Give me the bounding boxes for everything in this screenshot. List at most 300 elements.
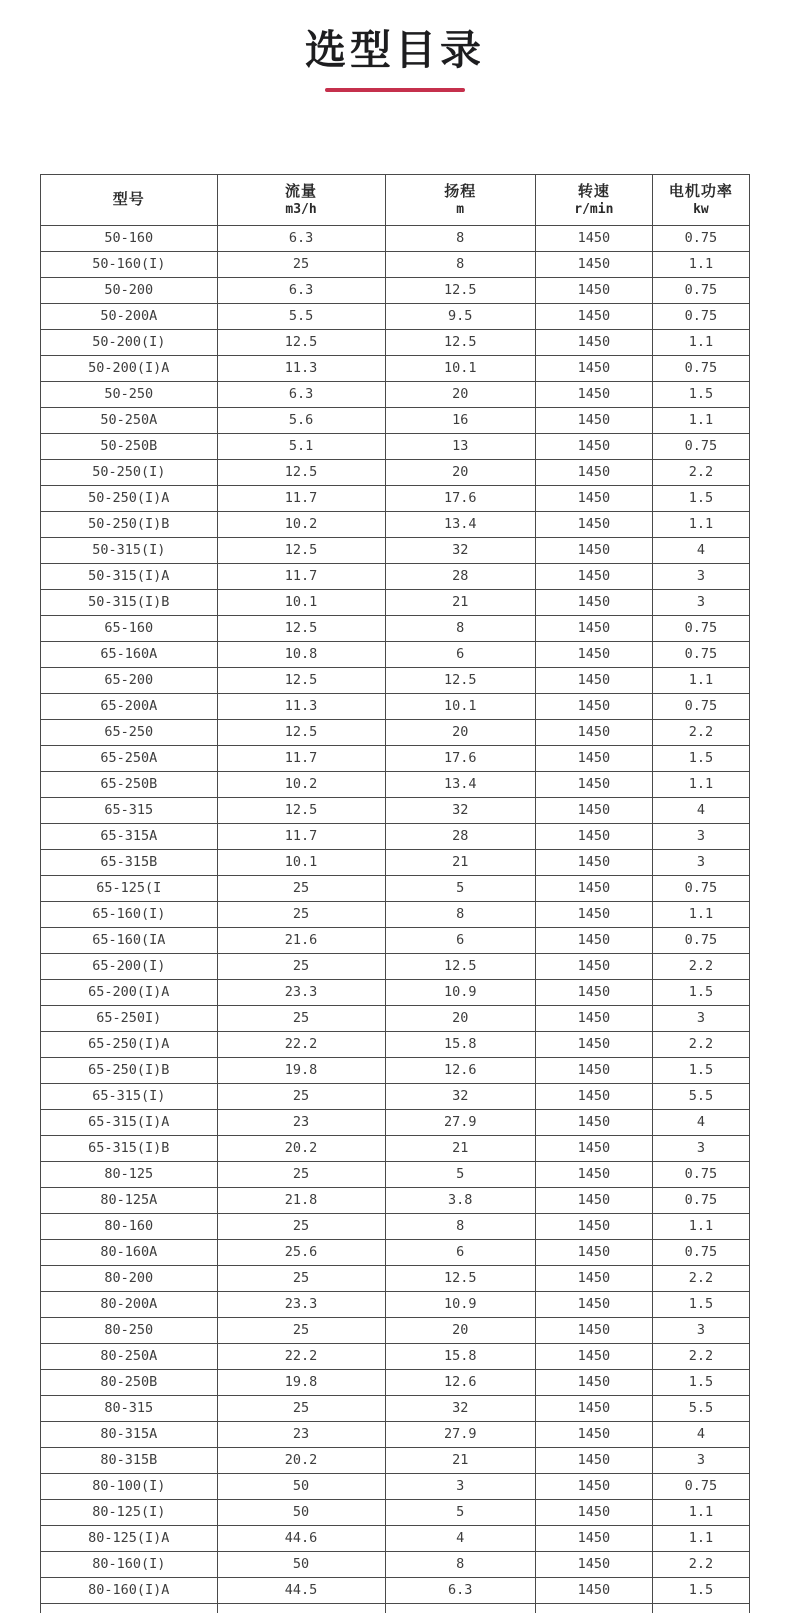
cell-head: 8	[385, 1551, 535, 1577]
cell-head: 8	[385, 1213, 535, 1239]
cell-head: 32	[385, 537, 535, 563]
cell-model: 80-160	[41, 1213, 218, 1239]
cell-flow: 25	[217, 1395, 385, 1421]
cell-speed: 1450	[535, 1525, 652, 1551]
cell-power: 0.75	[652, 1473, 749, 1499]
column-header-flow	[217, 174, 385, 225]
selection-table	[40, 174, 750, 1613]
cell-head: 5	[385, 1161, 535, 1187]
cell-head: 32	[385, 797, 535, 823]
cell-head: 32	[385, 1083, 535, 1109]
cell-power: 5.5	[652, 1395, 749, 1421]
table-row	[41, 329, 750, 355]
column-label-flow: 流量	[285, 182, 318, 200]
cell-flow: 6.3	[217, 225, 385, 251]
cell-flow: 22.2	[217, 1031, 385, 1057]
cell-speed: 1450	[535, 927, 652, 953]
table-row	[41, 1525, 750, 1551]
cell-speed: 1450	[535, 225, 652, 251]
cell-speed: 1450	[535, 1005, 652, 1031]
cell-model: 50-250(I)	[41, 459, 218, 485]
cell-power: 3	[652, 1135, 749, 1161]
table-row	[41, 823, 750, 849]
cell-speed: 1450	[535, 1135, 652, 1161]
cell-model: 65-315(I)	[41, 1083, 218, 1109]
column-unit-flow: m3/h	[285, 202, 317, 218]
table-row	[41, 1499, 750, 1525]
cell-flow: 5.6	[217, 407, 385, 433]
cell-head: 12.5	[385, 667, 535, 693]
cell-flow: 11.7	[217, 745, 385, 771]
cell-power: 1.1	[652, 667, 749, 693]
cell-power: 0.75	[652, 277, 749, 303]
cell-head: 6	[385, 927, 535, 953]
cell-speed: 1450	[535, 589, 652, 615]
cell-flow: 21.6	[217, 927, 385, 953]
cell-speed: 1450	[535, 875, 652, 901]
cell-head: 6	[385, 1239, 535, 1265]
cell-head: 17.6	[385, 485, 535, 511]
cell-model: 50-160	[41, 225, 218, 251]
cell-power: 1.1	[652, 329, 749, 355]
cell-head: 21	[385, 849, 535, 875]
table-row	[41, 693, 750, 719]
cell-flow: 11.7	[217, 823, 385, 849]
table-row	[41, 589, 750, 615]
cell-head: 13.4	[385, 511, 535, 537]
table-row	[41, 1577, 750, 1603]
cell-power: 3	[652, 823, 749, 849]
table-row	[41, 1213, 750, 1239]
cell-model: 65-315(I)A	[41, 1109, 218, 1135]
cell-power: 0.75	[652, 875, 749, 901]
page-title: 选型目录	[305, 27, 485, 73]
cell-power: 2.2	[652, 1343, 749, 1369]
table-row	[41, 563, 750, 589]
cell-power: 1.5	[652, 485, 749, 511]
cell-flow: 50	[217, 1499, 385, 1525]
cell-model: 80-200	[41, 1265, 218, 1291]
table-row	[41, 537, 750, 563]
cell-flow: 44.5	[217, 1577, 385, 1603]
table-row	[41, 927, 750, 953]
cell-speed: 1450	[535, 1395, 652, 1421]
table-row	[41, 979, 750, 1005]
cell-empty	[217, 1603, 385, 1613]
cell-speed: 1450	[535, 459, 652, 485]
cell-head: 27.9	[385, 1421, 535, 1447]
table-row	[41, 1291, 750, 1317]
cell-model: 50-200A	[41, 303, 218, 329]
cell-power: 3	[652, 589, 749, 615]
cell-model: 50-315(I)A	[41, 563, 218, 589]
table-row	[41, 1473, 750, 1499]
cell-flow: 12.5	[217, 667, 385, 693]
cell-model: 80-125	[41, 1161, 218, 1187]
cell-head: 20	[385, 381, 535, 407]
cell-power: 0.75	[652, 433, 749, 459]
cell-speed: 1450	[535, 433, 652, 459]
cell-speed: 1450	[535, 1239, 652, 1265]
cell-flow: 10.2	[217, 511, 385, 537]
cell-model: 65-200(I)A	[41, 979, 218, 1005]
cell-head: 32	[385, 1395, 535, 1421]
cell-speed: 1450	[535, 277, 652, 303]
table-row	[41, 849, 750, 875]
table-row	[41, 381, 750, 407]
cell-power: 1.1	[652, 407, 749, 433]
cell-model: 65-160(I)	[41, 901, 218, 927]
cell-model: 80-125(I)A	[41, 1525, 218, 1551]
cell-speed: 1450	[535, 1057, 652, 1083]
cell-head: 28	[385, 563, 535, 589]
cell-speed: 1450	[535, 1187, 652, 1213]
cell-flow: 22.2	[217, 1343, 385, 1369]
cell-power: 1.1	[652, 771, 749, 797]
cell-model: 80-160(I)	[41, 1551, 218, 1577]
cell-head: 13	[385, 433, 535, 459]
cell-flow: 25	[217, 251, 385, 277]
cell-head: 21	[385, 1135, 535, 1161]
table-row	[41, 1057, 750, 1083]
cell-head: 12.5	[385, 329, 535, 355]
cell-flow: 5.1	[217, 433, 385, 459]
cell-flow: 50	[217, 1551, 385, 1577]
cell-speed: 1450	[535, 381, 652, 407]
cell-speed: 1450	[535, 1369, 652, 1395]
cell-empty	[41, 1603, 218, 1613]
cell-model: 65-160	[41, 615, 218, 641]
cell-power: 0.75	[652, 355, 749, 381]
table-row	[41, 1083, 750, 1109]
cell-head: 8	[385, 615, 535, 641]
cell-head: 20	[385, 1005, 535, 1031]
table-row	[41, 1239, 750, 1265]
cell-flow: 25	[217, 901, 385, 927]
cell-head: 15.8	[385, 1031, 535, 1057]
cell-speed: 1450	[535, 1317, 652, 1343]
cell-speed: 1450	[535, 1421, 652, 1447]
cell-model: 65-250(I)B	[41, 1057, 218, 1083]
cell-head: 8	[385, 225, 535, 251]
cell-head: 12.5	[385, 953, 535, 979]
cell-model: 65-315B	[41, 849, 218, 875]
cell-head: 12.5	[385, 277, 535, 303]
cell-power: 1.5	[652, 1369, 749, 1395]
cell-power: 2.2	[652, 719, 749, 745]
table-row	[41, 1135, 750, 1161]
cell-power: 0.75	[652, 1187, 749, 1213]
cell-model: 50-160(I)	[41, 251, 218, 277]
cell-head: 21	[385, 1447, 535, 1473]
cell-speed: 1450	[535, 511, 652, 537]
cell-speed: 1450	[535, 667, 652, 693]
cell-model: 50-315(I)	[41, 537, 218, 563]
table-row	[41, 277, 750, 303]
table-row	[41, 1005, 750, 1031]
cell-flow: 12.5	[217, 719, 385, 745]
cell-model: 65-250I)	[41, 1005, 218, 1031]
cell-flow: 25	[217, 1161, 385, 1187]
cell-power: 4	[652, 797, 749, 823]
table-row-partial	[41, 1603, 750, 1613]
cell-speed: 1450	[535, 1291, 652, 1317]
cell-flow: 23.3	[217, 1291, 385, 1317]
cell-flow: 20.2	[217, 1447, 385, 1473]
table-row	[41, 875, 750, 901]
table-row	[41, 901, 750, 927]
cell-speed: 1450	[535, 1213, 652, 1239]
cell-speed: 1450	[535, 303, 652, 329]
cell-speed: 1450	[535, 1109, 652, 1135]
cell-head: 8	[385, 901, 535, 927]
cell-model: 65-315(I)B	[41, 1135, 218, 1161]
cell-model: 50-200	[41, 277, 218, 303]
cell-speed: 1450	[535, 797, 652, 823]
table-row	[41, 1265, 750, 1291]
cell-speed: 1450	[535, 719, 652, 745]
column-header-head	[385, 174, 535, 225]
cell-speed: 1450	[535, 1083, 652, 1109]
cell-flow: 6.3	[217, 381, 385, 407]
column-header-speed	[535, 174, 652, 225]
cell-flow: 19.8	[217, 1057, 385, 1083]
cell-head: 3	[385, 1473, 535, 1499]
cell-head: 5	[385, 1499, 535, 1525]
cell-flow: 50	[217, 1473, 385, 1499]
table-row	[41, 355, 750, 381]
cell-speed: 1450	[535, 615, 652, 641]
cell-speed: 1450	[535, 1499, 652, 1525]
cell-flow: 10.8	[217, 641, 385, 667]
cell-power: 4	[652, 1109, 749, 1135]
table-row	[41, 1551, 750, 1577]
cell-power: 1.1	[652, 511, 749, 537]
cell-power: 3	[652, 1317, 749, 1343]
cell-speed: 1450	[535, 693, 652, 719]
cell-flow: 44.6	[217, 1525, 385, 1551]
table-row	[41, 771, 750, 797]
cell-head: 8	[385, 251, 535, 277]
cell-speed: 1450	[535, 641, 652, 667]
cell-flow: 23	[217, 1109, 385, 1135]
cell-power: 1.5	[652, 1057, 749, 1083]
cell-flow: 11.3	[217, 693, 385, 719]
cell-head: 3.8	[385, 1187, 535, 1213]
column-label-power: 电机功率	[668, 182, 733, 200]
cell-head: 20	[385, 719, 535, 745]
cell-model: 50-200(I)A	[41, 355, 218, 381]
cell-head: 20	[385, 459, 535, 485]
column-label-model: 型号	[112, 190, 145, 208]
cell-power: 2.2	[652, 1265, 749, 1291]
cell-speed: 1450	[535, 563, 652, 589]
cell-empty	[385, 1603, 535, 1613]
cell-power: 2.2	[652, 459, 749, 485]
table-row	[41, 1161, 750, 1187]
cell-flow: 10.2	[217, 771, 385, 797]
cell-model: 80-200A	[41, 1291, 218, 1317]
cell-head: 13.4	[385, 771, 535, 797]
cell-speed: 1450	[535, 849, 652, 875]
cell-speed: 1450	[535, 537, 652, 563]
table-row	[41, 303, 750, 329]
cell-power: 1.1	[652, 251, 749, 277]
cell-model: 80-250B	[41, 1369, 218, 1395]
cell-head: 21	[385, 589, 535, 615]
cell-head: 16	[385, 407, 535, 433]
cell-speed: 1450	[535, 1031, 652, 1057]
cell-model: 50-315(I)B	[41, 589, 218, 615]
cell-power: 4	[652, 537, 749, 563]
cell-model: 80-100(I)	[41, 1473, 218, 1499]
cell-model: 50-250A	[41, 407, 218, 433]
cell-speed: 1450	[535, 953, 652, 979]
table-row	[41, 1031, 750, 1057]
cell-model: 65-125(I	[41, 875, 218, 901]
cell-model: 65-250A	[41, 745, 218, 771]
cell-power: 3	[652, 563, 749, 589]
cell-power: 1.1	[652, 901, 749, 927]
cell-head: 12.5	[385, 1265, 535, 1291]
cell-power: 1.5	[652, 1577, 749, 1603]
cell-model: 50-250B	[41, 433, 218, 459]
cell-flow: 19.8	[217, 1369, 385, 1395]
column-header-power	[652, 174, 749, 225]
cell-model: 65-160A	[41, 641, 218, 667]
cell-model: 80-250A	[41, 1343, 218, 1369]
column-label-head: 扬程	[444, 182, 477, 200]
cell-head: 10.9	[385, 979, 535, 1005]
cell-model: 65-200(I)	[41, 953, 218, 979]
table-row	[41, 1421, 750, 1447]
table-row	[41, 1395, 750, 1421]
table-row	[41, 511, 750, 537]
cell-head: 15.8	[385, 1343, 535, 1369]
column-header-model	[41, 174, 218, 225]
cell-flow: 12.5	[217, 459, 385, 485]
cell-power: 5.5	[652, 1083, 749, 1109]
cell-model: 80-315A	[41, 1421, 218, 1447]
cell-flow: 25	[217, 1083, 385, 1109]
cell-speed: 1450	[535, 1343, 652, 1369]
table-row	[41, 797, 750, 823]
cell-model: 50-250(I)A	[41, 485, 218, 511]
cell-speed: 1450	[535, 407, 652, 433]
cell-power: 3	[652, 1447, 749, 1473]
cell-head: 12.6	[385, 1369, 535, 1395]
cell-speed: 1450	[535, 1551, 652, 1577]
cell-model: 65-250	[41, 719, 218, 745]
cell-speed: 1450	[535, 823, 652, 849]
cell-power: 0.75	[652, 615, 749, 641]
cell-head: 10.1	[385, 355, 535, 381]
cell-flow: 23.3	[217, 979, 385, 1005]
cell-speed: 1450	[535, 1473, 652, 1499]
column-label-speed: 转速	[577, 182, 610, 200]
cell-flow: 25	[217, 1005, 385, 1031]
cell-speed: 1450	[535, 745, 652, 771]
table-row	[41, 719, 750, 745]
cell-speed: 1450	[535, 771, 652, 797]
cell-flow: 11.7	[217, 485, 385, 511]
column-unit-speed: r/min	[574, 202, 614, 218]
table-row	[41, 667, 750, 693]
cell-power: 3	[652, 849, 749, 875]
cell-power: 0.75	[652, 693, 749, 719]
cell-flow: 21.8	[217, 1187, 385, 1213]
title-underline	[325, 88, 465, 92]
cell-power: 1.1	[652, 1213, 749, 1239]
cell-head: 27.9	[385, 1109, 535, 1135]
cell-head: 28	[385, 823, 535, 849]
cell-head: 6	[385, 641, 535, 667]
cell-flow: 25.6	[217, 1239, 385, 1265]
cell-flow: 12.5	[217, 797, 385, 823]
cell-power: 4	[652, 1421, 749, 1447]
cell-power: 3	[652, 1005, 749, 1031]
cell-flow: 10.1	[217, 589, 385, 615]
table-row	[41, 1317, 750, 1343]
cell-power: 1.5	[652, 381, 749, 407]
cell-model: 80-125A	[41, 1187, 218, 1213]
cell-flow: 12.5	[217, 615, 385, 641]
table-row	[41, 1343, 750, 1369]
cell-flow: 25	[217, 875, 385, 901]
cell-empty	[535, 1603, 652, 1613]
cell-flow: 12.5	[217, 537, 385, 563]
cell-power: 2.2	[652, 953, 749, 979]
column-unit-head: m	[456, 202, 465, 218]
table-row	[41, 641, 750, 667]
table-row	[41, 485, 750, 511]
cell-head: 4	[385, 1525, 535, 1551]
cell-flow: 25	[217, 953, 385, 979]
table-row	[41, 407, 750, 433]
table-row	[41, 953, 750, 979]
cell-model: 65-315	[41, 797, 218, 823]
cell-head: 17.6	[385, 745, 535, 771]
cell-head: 12.6	[385, 1057, 535, 1083]
cell-empty	[652, 1603, 749, 1613]
cell-flow: 5.5	[217, 303, 385, 329]
cell-flow: 25	[217, 1213, 385, 1239]
cell-speed: 1450	[535, 901, 652, 927]
table-row	[41, 1109, 750, 1135]
cell-power: 0.75	[652, 1161, 749, 1187]
cell-flow: 11.3	[217, 355, 385, 381]
cell-head: 6.3	[385, 1577, 535, 1603]
cell-flow: 25	[217, 1317, 385, 1343]
cell-flow: 25	[217, 1265, 385, 1291]
cell-power: 0.75	[652, 1239, 749, 1265]
header-row	[41, 174, 750, 225]
cell-power: 0.75	[652, 641, 749, 667]
cell-model: 65-200	[41, 667, 218, 693]
cell-model: 80-160(I)A	[41, 1577, 218, 1603]
cell-head: 10.9	[385, 1291, 535, 1317]
cell-model: 50-250(I)B	[41, 511, 218, 537]
cell-model: 80-160A	[41, 1239, 218, 1265]
cell-power: 0.75	[652, 927, 749, 953]
cell-head: 9.5	[385, 303, 535, 329]
cell-speed: 1450	[535, 1577, 652, 1603]
cell-flow: 11.7	[217, 563, 385, 589]
table-row	[41, 433, 750, 459]
table-row	[41, 1369, 750, 1395]
cell-flow: 10.1	[217, 849, 385, 875]
cell-power: 1.1	[652, 1499, 749, 1525]
